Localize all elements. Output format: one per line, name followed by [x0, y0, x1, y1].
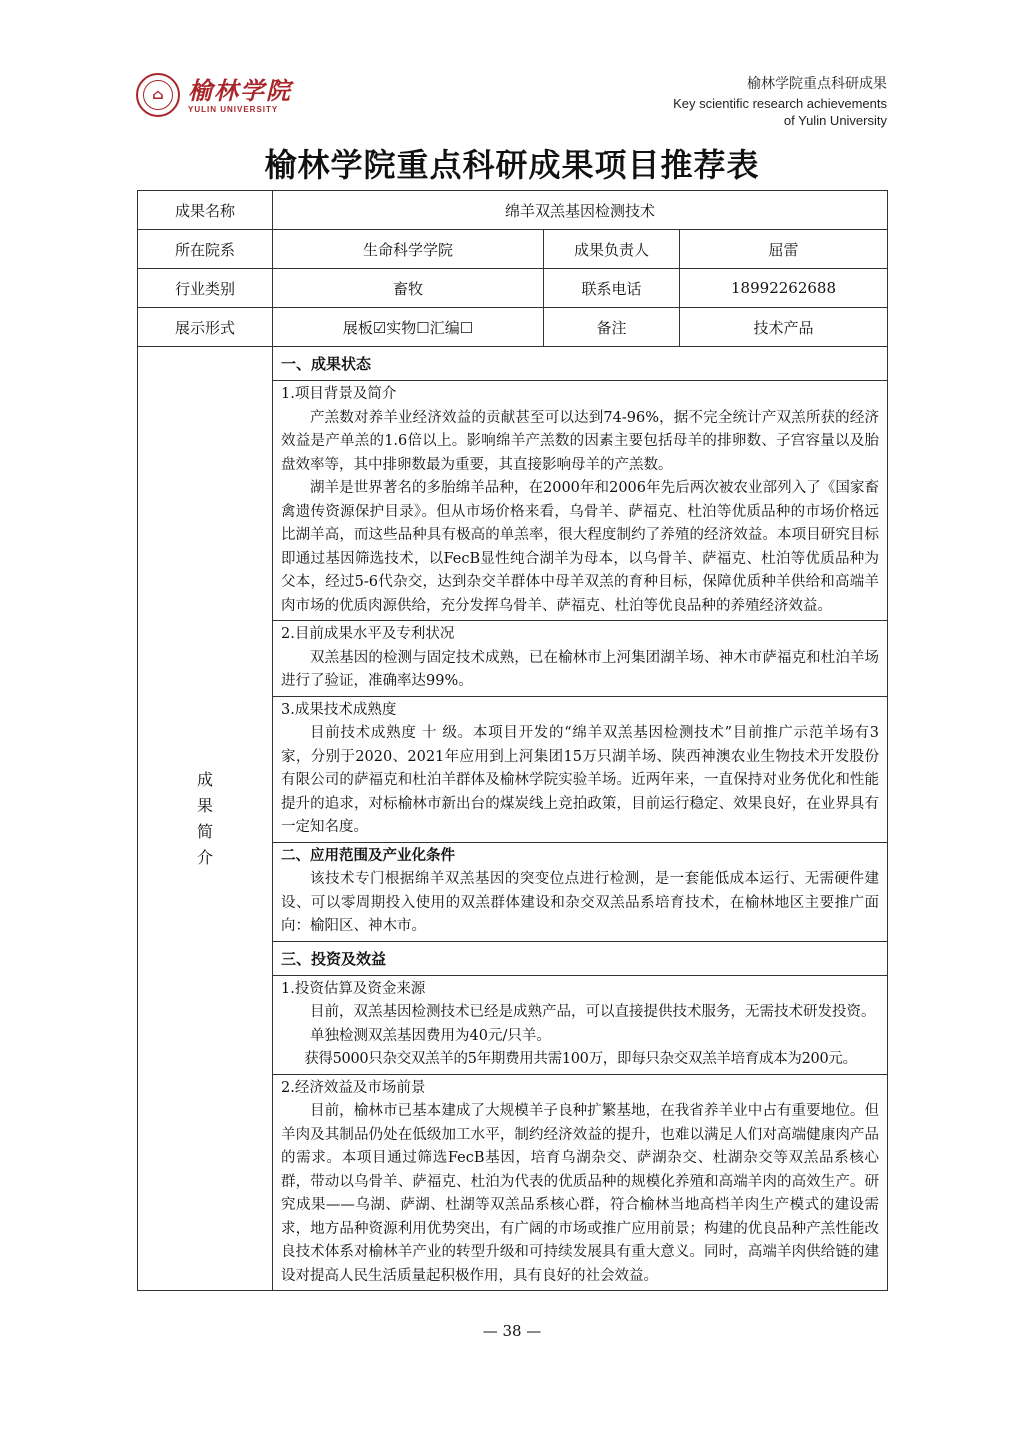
value-note: 技术产品	[680, 308, 888, 347]
logo-english-name: YULIN UNIVERSITY	[188, 104, 279, 114]
paragraph: 产羔数对养羊业经济效益的贡献甚至可以达到74-96%，据不完全统计产双羔所获的经济效益是产单羔的1.6倍以上。影响绵羊产羔数的因素主要包括母羊的排卵数、子宫容量以及胎盘效率等，其中排卵数最为重要，其直接影响母羊的产羔数。	[281, 409, 880, 473]
university-logo	[136, 72, 292, 118]
side-char-4: 介	[196, 847, 213, 867]
running-header	[673, 76, 887, 129]
value-achievement-name: 绵羊双羔基因检测技术	[273, 191, 888, 230]
label-display-form: 展示形式	[138, 308, 273, 347]
value-industry: 畜牧	[273, 269, 544, 308]
side-char-2: 果	[196, 795, 213, 815]
label-industry: 行业类别	[138, 269, 273, 308]
subsection-benefits-title: 2.经济效益及市场前景	[281, 1079, 426, 1096]
value-leader: 屈雷	[680, 230, 888, 269]
subsection-background-title: 1.项目背景及简介	[281, 386, 397, 402]
paragraph: 双羔基因的检测与固定技术成熟，已在榆林市上河集团湖羊场、神木市萨福克和杜泊羊场进行了验证，准确率达99%。	[281, 649, 880, 689]
block-benefits	[273, 1074, 888, 1291]
recommendation-form-table	[137, 190, 888, 1291]
section-3-title: 三、投资及效益	[273, 941, 888, 975]
label-note: 备注	[544, 308, 680, 347]
value-department: 生命科学学院	[273, 230, 544, 269]
logo-chinese-name: 榆林学院	[188, 75, 292, 105]
label-phone: 联系电话	[544, 269, 680, 308]
label-achievement-name: 成果名称	[138, 191, 273, 230]
row-section-1-title	[138, 347, 888, 381]
paragraph: 目前技术成熟度 十 级。本项目开发的“绵羊双羔基因检测技术”目前推广示范羊场有3家，分别于2020、2021年应用到上河集团15万只湖羊场、陕西神澳农业生物技术开发股份有限公司的萨福克和杜泊羊群体及榆林学院实验羊场。近两年来，一直保持对业务优化和性能提升的追求，对标榆林市新出台的煤炭线上竞拍政策，目前运行稳定、效果良好，在业界具有一定知名度。	[281, 725, 880, 835]
paragraph: 目前，榆林市已基本建成了大规模羊子良种扩繁基地，在我省养羊业中占有重要地位。但羊肉及其制品仍处在低级加工水平，制约经济效益的提升，也难以满足人们对高端健康肉产品的需求。本项目通过筛选FecB基因，培育乌湖杂交、萨湖杂交、杜湖杂交等双羔品系核心群，带动以乌骨羊、萨福克、杜泊为代表的优质品种的规模化养殖和高端羊肉的高效生产。研究成果——乌湖、萨湖、杜湖等双羔品系核心群，符合榆林当地高档羊肉生产模式的建设需求，地方品种资源利用优势突出，有广阔的市场或推广应用前景；构建的优良品种产羔性能改良技术体系对榆林羊产业的转型升级和可持续发展具有重大意义。同时，高端羊肉供给链的建设对提高人民生活质量起积极作用，具有良好的社会效益。	[281, 1103, 880, 1284]
paragraph: 单独检测双羔基因费用为40元/只羊。	[310, 1027, 551, 1044]
subsection-maturity-title: 3.成果技术成熟度	[281, 701, 397, 718]
value-display-form: 展板☑实物☐汇编☐	[273, 308, 544, 347]
subsection-investment-title: 1.投资估算及资金来源	[281, 980, 426, 997]
university-seal-icon: ⌂	[136, 73, 180, 117]
summary-side-label	[138, 347, 273, 1291]
paragraph: 获得5000只杂交双羔羊的5年期费用共需100万，即每只杂交双羔羊培育成本为200元。	[304, 1051, 857, 1067]
label-department: 所在院系	[138, 230, 273, 269]
side-char-1: 成	[196, 769, 213, 789]
section-2-title: 二、应用范围及产业化条件	[281, 847, 455, 864]
header-english-line-1: Key scientific research achievements	[673, 96, 887, 111]
row-industry	[138, 269, 888, 308]
row-display	[138, 308, 888, 347]
block-maturity	[273, 696, 888, 842]
value-phone: 18992262688	[680, 269, 888, 308]
label-leader: 成果负责人	[544, 230, 680, 269]
subsection-level-title: 2.目前成果水平及专利状况	[281, 626, 455, 642]
paragraph: 该技术专门根据绵羊双羔基因的突变位点进行检测，是一套能低成本运行、无需硬件建设、可以零周期投入使用的双羔群体建设和杂交双羔品系培育技术，在榆林地区主要推广面向：榆阳区、神木市。	[281, 871, 880, 934]
side-char-3: 简	[196, 821, 213, 841]
row-department	[138, 230, 888, 269]
paragraph: 目前，双羔基因检测技术已经是成熟产品，可以直接提供技术服务，无需技术研发投资。	[310, 1004, 876, 1020]
page-title: 榆林学院重点科研成果项目推荐表	[264, 146, 760, 184]
block-current-level	[273, 621, 888, 697]
section-1-title: 一、成果状态	[273, 347, 888, 381]
paragraph: 湖羊是世界著名的多胎绵羊品种，在2000年和2006年先后两次被农业部列入了《国家畜禽遗传资源保护目录》。但从市场价格来看，乌骨羊、萨福克、杜泊等优质品种的市场价格远比湖羊高，而这些品种具有极高的单羔率，很大程度制约了养殖的经济效益。本项目研究目标即通过基因筛选技术，以FecB显性纯合湖羊为母本，以乌骨羊、萨福克、杜泊等优质品种为父本，经过5-6代杂交，达到杂交羊群体中母羊双羔的育种目标，保障优质种羊供给和高端羊肉市场的优质肉源供给，充分发挥乌骨羊、萨福克、杜泊等优良品种的养殖经济效益。	[281, 480, 880, 614]
block-application	[273, 842, 888, 941]
header-english-line-2: of Yulin University	[783, 113, 887, 128]
row-achievement-name	[138, 191, 888, 230]
page-number: — 38 —	[482, 1322, 542, 1340]
block-investment	[273, 975, 888, 1074]
block-background	[273, 381, 888, 621]
header-chinese: 榆林学院重点科研成果	[747, 76, 887, 92]
